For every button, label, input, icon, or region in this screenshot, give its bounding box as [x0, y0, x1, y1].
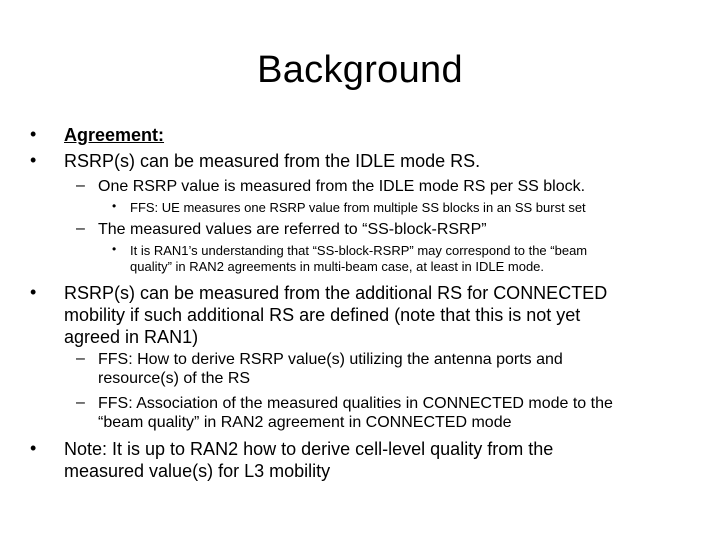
bullet-text-3-line2: mobility if such additional RS are defined (note that this is not yet: [64, 305, 581, 325]
bullet-text-2: RSRP(s) can be measured from the IDLE mode RS.: [64, 151, 481, 171]
bullet-dot-2-2-1: •: [112, 242, 117, 256]
subbullet-text-3-1-line2: resource(s) of the RS: [98, 370, 251, 387]
subsubbullet-text-2-2-1-line2: quality” in RAN2 agreements in multi-beam case, at least in IDLE mode.: [130, 259, 545, 274]
dash-bullet-3-1: –: [76, 350, 85, 367]
dash-bullet-3-2: –: [76, 394, 85, 411]
subsubbullet-text-2-1-1: FFS: UE measures one RSRP value from multiple SS blocks in an SS burst set: [130, 200, 586, 215]
dash-bullet-2-1: –: [76, 177, 85, 194]
bullet-dot-1: •: [30, 124, 37, 144]
bullet-dot-3: •: [30, 282, 37, 302]
subbullet-text-3-1-line1: FFS: How to derive RSRP value(s) utilizing the antenna ports and: [98, 351, 563, 368]
slide-title: Background: [257, 49, 463, 91]
subbullet-text-2-2: The measured values are referred to “SS-block-RSRP”: [98, 221, 487, 238]
subsubbullet-text-2-2-1-line1: It is RAN1’s understanding that “SS-block-RSRP” may correspond to the “beam: [130, 243, 588, 258]
subbullet-text-3-2-line1: FFS: Association of the measured qualities in CONNECTED mode to the: [98, 395, 613, 412]
bullet-text-4-line2: measured value(s) for L3 mobility: [64, 461, 331, 481]
subbullet-text-2-1: One RSRP value is measured from the IDLE mode RS per SS block.: [98, 178, 586, 195]
bullet-dot-2: •: [30, 150, 37, 170]
bullet-dot-2-1-1: •: [112, 199, 117, 213]
subbullet-text-3-2-line2: “beam quality” in RAN2 agreement in CONNECTED mode: [98, 414, 512, 431]
agreement-label: Agreement:: [64, 125, 165, 145]
bullet-text-3-line3: agreed in RAN1): [64, 327, 199, 347]
bullet-text-3-line1: RSRP(s) can be measured from the additional RS for CONNECTED: [64, 283, 608, 303]
dash-bullet-2-2: –: [76, 220, 85, 237]
bullet-text-4-line1: Note: It is up to RAN2 how to derive cell-level quality from the: [64, 439, 554, 459]
bullet-dot-4: •: [30, 438, 37, 458]
